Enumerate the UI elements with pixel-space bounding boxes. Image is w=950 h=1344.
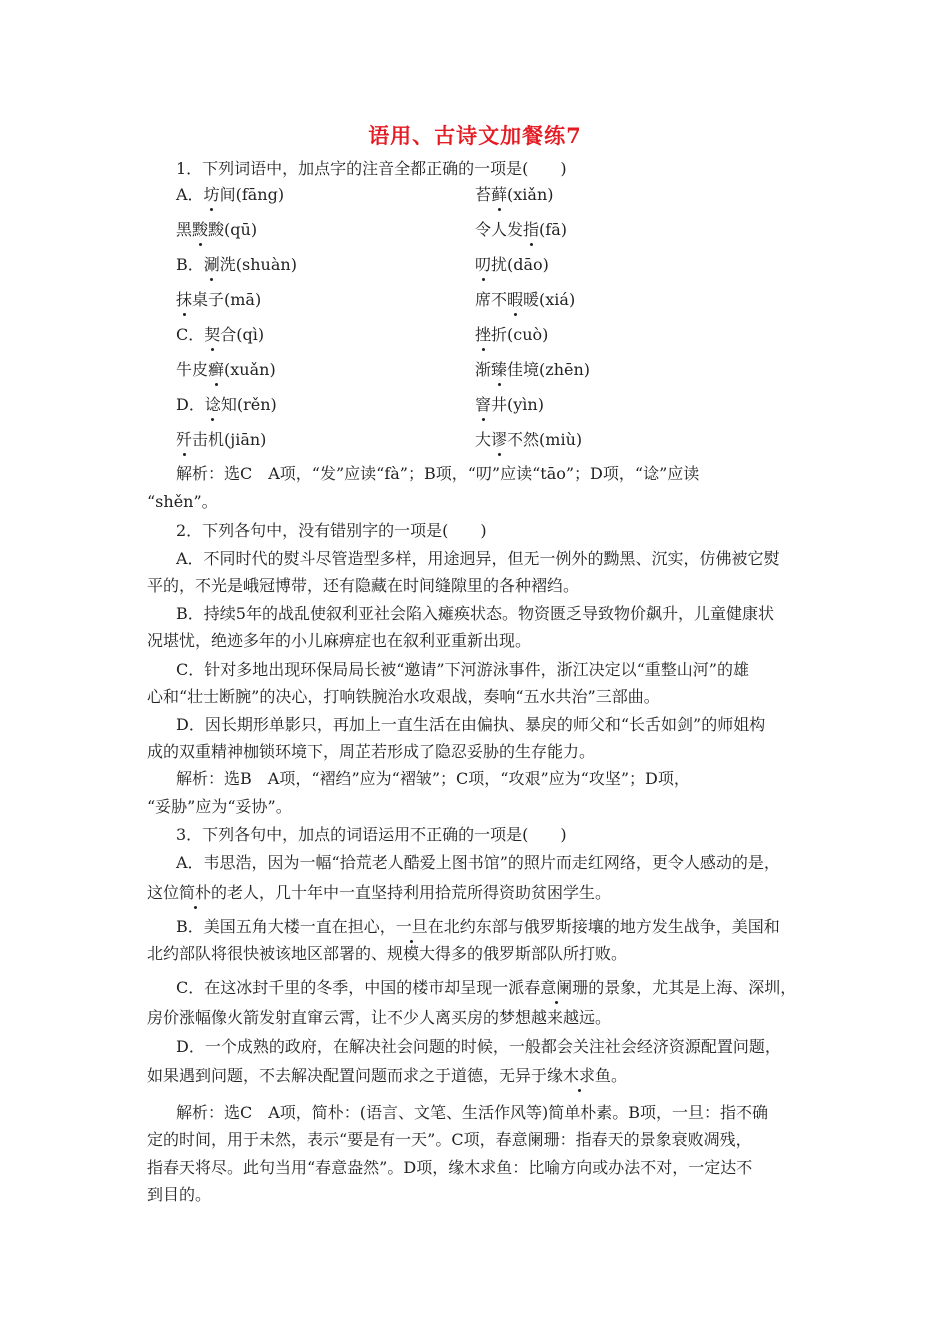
q1-option-d2-right: 大谬不然(miù) xyxy=(475,430,583,449)
q3-stem: 3．下列各句中，加点的词语运用不正确的一项是( ) xyxy=(176,825,567,844)
q3-option-c: C．在这冰封千里的冬季，中国的楼市却呈现一派春意阑珊的景象，尤其是上海、深圳， xyxy=(176,978,797,997)
q1-option-b-right: 叨扰(dāo) xyxy=(475,255,549,274)
q1-option-c-left: C．契合(qì) xyxy=(176,325,265,344)
q2-option-b-cont: 况堪忧，绝迹多年的小儿麻痹症也在叙利亚重新出现。 xyxy=(147,631,532,650)
q3-option-b-cont: 北约部队将很快被该地区部署的、规模大得多的俄罗斯部队所打败。 xyxy=(147,944,628,963)
q3-option-a: A．韦思浩，因为一幅“拾荒老人酷爱上图书馆”的照片而走红网络，更令人感动的是， xyxy=(176,853,780,872)
q3-option-c-cont: 房价涨幅像火箭发射直窜云霄，让不少人离买房的梦想越来越远。 xyxy=(147,1008,612,1027)
q1-option-b2-right: 席不暇暖(xiá) xyxy=(475,290,576,309)
q2-option-a: A．不同时代的熨斗尽管造型多样，用途迥异，但无一例外的黝黑、沉实，仿佛被它熨 xyxy=(176,549,780,568)
q1-option-b2-left: 抹桌子(mā) xyxy=(176,290,262,309)
q1-option-d2-left: 歼击机(jiān) xyxy=(176,430,267,449)
q1-analysis-cont: “shěn”。 xyxy=(147,492,218,511)
q3-analysis-cont-1: 定的时间，用于未然，表示“要是有一天”。C项，春意阑珊：指春天的景象衰败凋残， xyxy=(147,1130,752,1149)
q1-analysis: 解析：选C A项，“发”应读“fà”；B项，“叨”应读“tāo”；D项，“谂”应读 xyxy=(176,464,700,483)
q2-analysis-cont: “妥胁”应为“妥协”。 xyxy=(147,797,292,816)
q2-option-c-cont: 心和“壮士断腕”的决心，打响铁腕治水攻艰战，奏响“五水共治”三部曲。 xyxy=(147,687,660,706)
q1-stem: 1．下列词语中，加点字的注音全都正确的一项是( ) xyxy=(176,159,567,178)
q3-option-d-cont: 如果遇到问题，不去解决配置问题而求之于道德，无异于缘木求鱼。 xyxy=(147,1066,628,1085)
q1-option-d-left: D．谂知(rěn) xyxy=(176,395,277,414)
q1-option-a-left: A．坊间(fāng) xyxy=(176,185,285,204)
q1-option-c2-right: 渐臻佳境(zhēn) xyxy=(475,360,591,379)
q1-option-b-left: B．涮洗(shuàn) xyxy=(176,255,297,274)
q3-analysis: 解析：选C A项，简朴：(语言、文笔、生活作风等)简单朴素。B项，一旦：指不确 xyxy=(176,1103,769,1122)
q2-option-d: D．因长期形单影只，再加上一直生活在由偏执、暴戾的师父和“长舌如剑”的师姐构 xyxy=(176,715,766,734)
q3-option-d: D．一个成熟的政府，在解决社会问题的时候，一般都会关注社会经济资源配置问题， xyxy=(176,1037,781,1056)
q3-analysis-cont-2: 指春天将尽。此句当用“春意盎然”。D项，缘木求鱼：比喻方向或办法不对，一定达不 xyxy=(147,1158,753,1177)
q2-option-b: B．持续5年的战乱使叙利亚社会陷入瘫痪状态。物资匮乏导致物价飙升，儿童健康状 xyxy=(176,604,774,623)
q3-option-a-cont: 这位简朴的老人，几十年中一直坚持利用拾荒所得资助贫困学生。 xyxy=(147,883,612,902)
q3-analysis-cont-3: 到目的。 xyxy=(147,1185,212,1204)
q1-option-c2-left: 牛皮癣(xuǎn) xyxy=(176,360,276,379)
q1-option-c-right: 挫折(cuò) xyxy=(475,325,549,344)
q3-option-b: B．美国五角大楼一直在担心，一旦在北约东部与俄罗斯接壤的地方发生战争，美国和 xyxy=(176,917,780,936)
q2-analysis: 解析：选B A项，“褶绉”应为“褶皱”；C项，“攻艰”应为“攻坚”；D项， xyxy=(176,769,690,788)
q1-option-d-right: 窨井(yìn) xyxy=(475,395,544,414)
q1-option-a-right: 苔藓(xiǎn) xyxy=(475,185,554,204)
q2-stem: 2．下列各句中，没有错别字的一项是( ) xyxy=(176,521,487,540)
q1-option-a2-left: 黑黢黢(qū) xyxy=(176,220,258,239)
q2-option-d-cont: 成的双重精神枷锁环境下，周芷若形成了隐忍妥胁的生存能力。 xyxy=(147,742,596,761)
q2-option-c: C．针对多地出现环保局局长被“邀请”下河游泳事件，浙江决定以“重整山河”的雄 xyxy=(176,660,749,679)
q1-option-a2-right: 令人发指(fā) xyxy=(475,220,567,239)
page-title: 语用、古诗文加餐练7 xyxy=(368,123,582,148)
q2-option-a-cont: 平的，不光是峨冠博带，还有隐藏在时间缝隙里的各种褶绉。 xyxy=(147,576,580,595)
